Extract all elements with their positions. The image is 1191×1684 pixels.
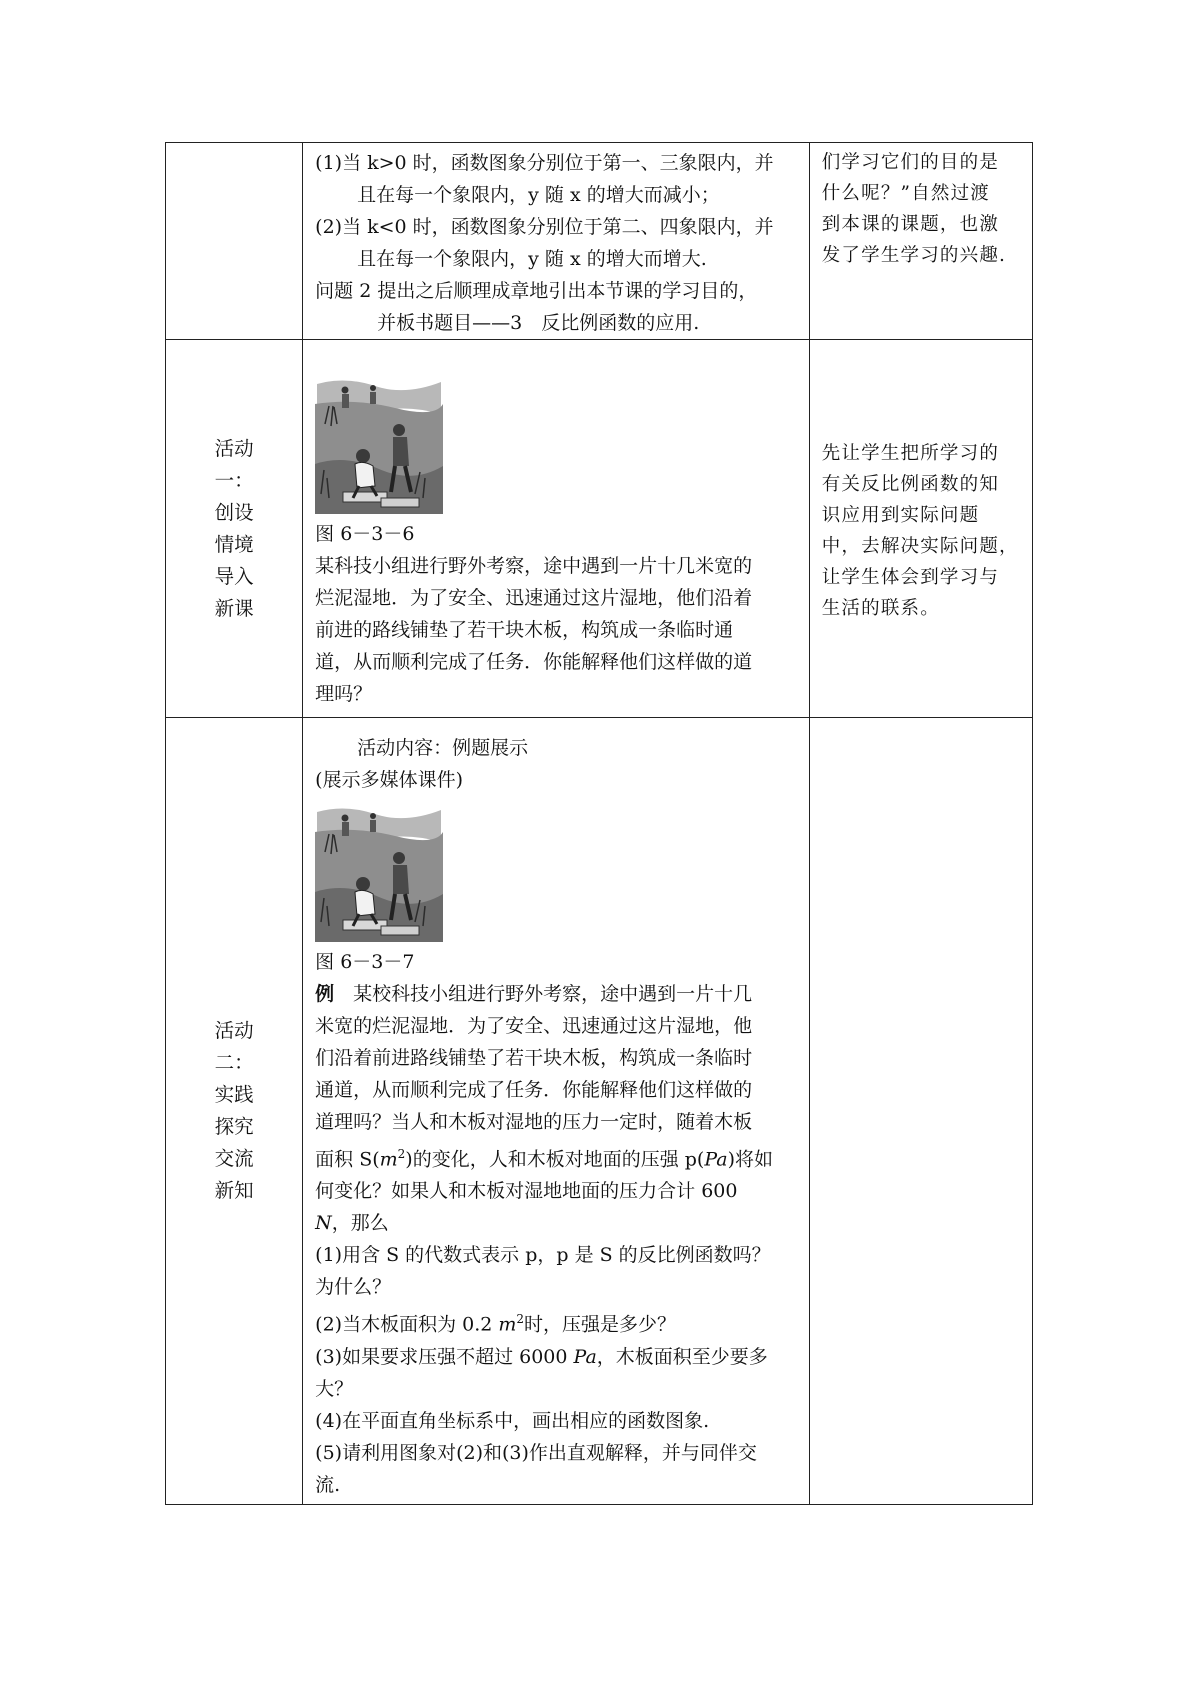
- note-cell: [809, 718, 1032, 1505]
- text-line: 道理吗？当人和木板对湿地的压力一定时，随着木板: [315, 1111, 753, 1133]
- text-fragment: )将如: [727, 1148, 774, 1171]
- activity-label-line: 实践: [214, 1083, 254, 1106]
- activity-label-cell: [166, 340, 303, 718]
- label-cell: [166, 143, 303, 340]
- superscript: 2: [516, 1312, 525, 1327]
- wetland-illustration: [315, 374, 443, 514]
- text-line: (1)当 k>0 时，函数图象分别位于第一、三象限内，并: [315, 152, 774, 174]
- question-3-cont: 大？: [315, 1377, 354, 1400]
- activity-content-heading: 活动内容：例题展示: [357, 737, 529, 759]
- example-tag: 例: [315, 983, 335, 1005]
- table-row: [166, 340, 1033, 718]
- text-line: 且在每一个象限内，y 随 x 的增大而增大.: [357, 248, 707, 270]
- activity-label-line: 活动: [214, 436, 254, 460]
- activity-label-line: 新课: [214, 596, 254, 620]
- note-line: 生活的联系。: [821, 597, 940, 619]
- unit-m: m: [379, 1148, 398, 1171]
- question-2: [315, 1303, 799, 1340]
- text-line: 理吗？: [315, 683, 373, 705]
- note-line: 们学习它们的目的是: [821, 152, 1000, 173]
- activity-label-line: 探究: [214, 1115, 254, 1138]
- text-line: 前进的路线铺垫了若干块木板，构筑成一条临时通: [315, 619, 734, 641]
- question-5: (5)请利用图象对(2)和(3)作出直观解释，并与同伴交: [315, 1441, 757, 1464]
- text-line: [315, 1138, 799, 1175]
- question-3: [315, 1341, 799, 1373]
- unit-n: N: [315, 1212, 332, 1235]
- text-line: 道，从而顺利完成了任务．你能解释他们这样做的道: [315, 651, 753, 673]
- question-4: (4)在平面直角坐标系中，画出相应的函数图象.: [315, 1409, 710, 1432]
- text-line: 并板书题目——3 反比例函数的应用.: [377, 312, 700, 334]
- content-cell: [303, 718, 810, 1505]
- note-line: 有关反比例函数的知: [821, 473, 1000, 495]
- note-cell: [809, 143, 1032, 340]
- activity-label-line: 情境: [214, 532, 254, 556]
- text-line: 通道，从而顺利完成了任务．你能解释他们这样做的: [315, 1079, 753, 1101]
- superscript: 2: [397, 1147, 406, 1161]
- unit-pa: Pa: [573, 1345, 597, 1368]
- unit-pa: Pa: [704, 1148, 728, 1171]
- text-line: (2)当 k<0 时，函数图象分别位于第二、四象限内，并: [315, 216, 774, 238]
- note-line: 识应用到实际问题: [821, 504, 980, 526]
- example-text: 某校科技小组进行野外考察，途中遇到一片十几: [334, 983, 753, 1005]
- wetland-illustration: [315, 802, 443, 942]
- note-cell: [809, 340, 1032, 718]
- figure-caption: 图 6－3－6: [315, 523, 415, 545]
- note-line: 先让学生把所学习的: [821, 442, 1000, 464]
- content-cell: [303, 340, 810, 718]
- note-line: 中，去解决实际问题，: [821, 535, 1019, 557]
- activity-label-line: 二：: [214, 1051, 254, 1074]
- text-fragment: ，那么: [331, 1212, 389, 1235]
- activity-label-line: 交流: [214, 1147, 254, 1170]
- text-fragment: 面积 S(: [315, 1148, 380, 1171]
- activity-label-line: 活动: [214, 1019, 254, 1042]
- activity-label-line: 新知: [214, 1179, 254, 1202]
- question-5-cont: 流.: [315, 1473, 341, 1496]
- text-line: [315, 1207, 799, 1239]
- text-line: 某科技小组进行野外考察，途中遇到一片十几米宽的: [315, 555, 753, 577]
- table-row: [166, 143, 1033, 340]
- example-line: [315, 978, 799, 1010]
- unit-m: m: [498, 1313, 517, 1336]
- text-line: 烂泥湿地．为了安全、迅速通过这片湿地，他们沿着: [315, 587, 753, 609]
- table-row: [166, 718, 1033, 1505]
- figure-caption: 图 6－3－7: [315, 951, 415, 973]
- note-line: 让学生体会到学习与: [821, 566, 1000, 588]
- text-line: 们沿着前进路线铺垫了若干块木板，构筑成一条临时: [315, 1047, 753, 1069]
- note-line: 到本课的课题，也激: [821, 214, 1000, 235]
- activity-label-cell: [166, 718, 303, 1505]
- text-line: 米宽的烂泥湿地．为了安全、迅速通过这片湿地，他: [315, 1015, 753, 1037]
- text-fragment: 时，压强是多少？: [524, 1313, 677, 1336]
- text-line: (展示多媒体课件): [315, 769, 463, 791]
- note-line: 什么呢？”自然过渡: [821, 183, 990, 204]
- text-fragment: )的变化，人和木板对地面的压强 p(: [405, 1148, 705, 1171]
- activity-label-line: 导入: [214, 564, 254, 588]
- note-line: 发了学生学习的兴趣.: [821, 245, 1007, 266]
- text-line: 何变化？如果人和木板对湿地地面的压力合计 600: [315, 1180, 738, 1203]
- question-1-cont: 为什么？: [315, 1276, 392, 1299]
- text-fragment: ，木板面积至少要多: [596, 1345, 768, 1368]
- text-fragment: (2)当木板面积为 0.2: [315, 1313, 499, 1336]
- activity-label-line: 一：: [214, 468, 254, 492]
- lesson-table: [165, 142, 1033, 1505]
- text-line: 问题 2 提出之后顺理成章地引出本节课的学习目的，: [315, 280, 758, 302]
- activity-label-line: 创设: [214, 500, 254, 524]
- content-cell: [303, 143, 810, 340]
- text-line: 且在每一个象限内，y 随 x 的增大而减小；: [357, 184, 720, 206]
- question-1: (1)用含 S 的代数式表示 p，p 是 S 的反比例函数吗？: [315, 1244, 771, 1267]
- text-fragment: (3)如果要求压强不超过 6000: [315, 1345, 574, 1368]
